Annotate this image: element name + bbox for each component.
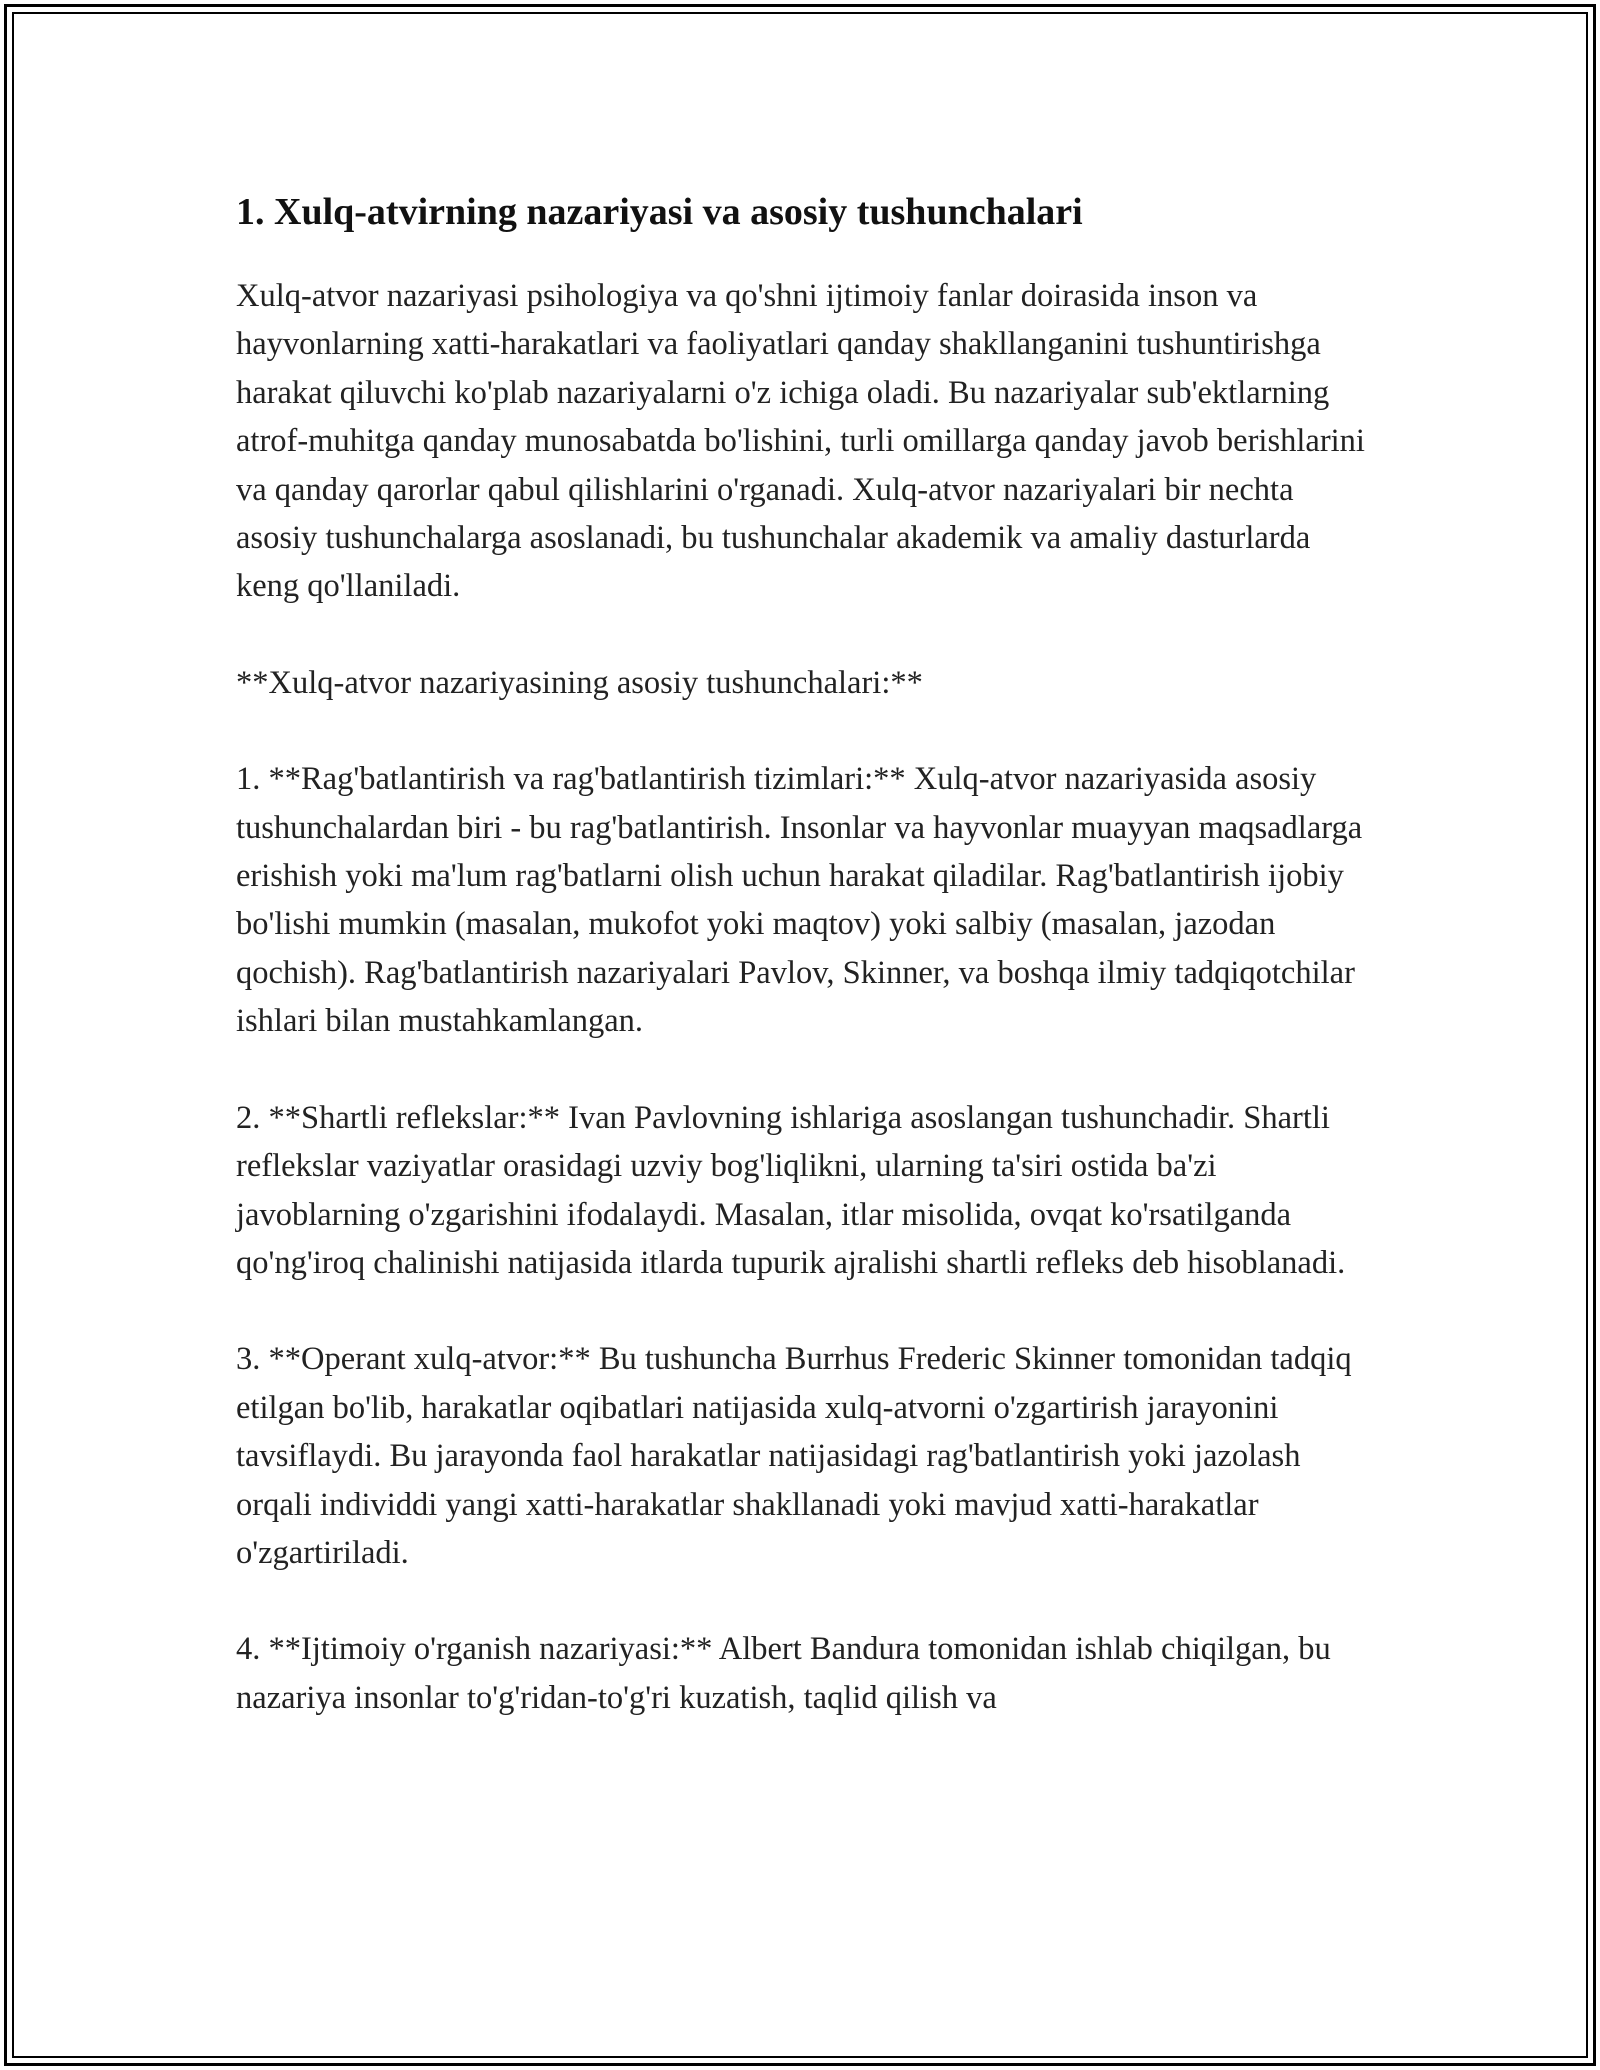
concept-conditioned-reflexes: 2. **Shartli reflekslar:** Ivan Pavlovning ishlariga asoslangan tushunchadir. Shartli reflekslar vaziyatlar orasidagi uzviy bog'liqlikni, ularning ta'siri ostida ba'zi javoblarning o'zgarishini ifodalaydi. Masalan, itlar misolida, ovqat ko'rsatilganda qo'ng'iroq chalinishi natijasida itlarda tupurik ajralishi shartli refleks deb hisoblanadi. bbox=[236, 1099, 1346, 1281]
concept-incentives: 1. **Rag'batlantirish va rag'batlantirish tizimlari:** Xulq-atvor nazariyasida asosiy tushunchalardan biri - bu rag'batlantirish. Insonlar va hayvonlar muayyan maqsadlarga erishish yoki ma'lum rag'batlarni olish uchun harakat qiladilar. Rag'batlantirish ijobiy bo'lishi mumkin (masalan, mukofot yoki maqtov) yoki salbiy (masalan, jazodan qochish). Rag'batlantirish nazariyalari Pavlov, Skinner, va boshqa ilmiy tadqiqotchilar ishlari bilan mustahkamlangan. bbox=[236, 761, 1363, 1040]
concept-social-learning: 4. **Ijtimoiy o'rganish nazariyasi:** Albert Bandura tomonidan ishlab chiqilgan, bu nazariya insonlar to'g'ridan-to'g'ri kuzatish, taqlid qilish va bbox=[236, 1631, 1331, 1716]
concepts-heading: **Xulq-atvor nazariyasining asosiy tushunchalari:** bbox=[236, 664, 923, 701]
concept-operant-behavior: 3. **Operant xulq-atvor:** Bu tushuncha Burrhus Frederic Skinner tomonidan tadqiq etilgan bo'lib, harakatlar oqibatlari natijasida xulq-atvorni o'zgartirish jarayonini tavsiflaydi. Bu jarayonda faol harakatlar natijasidagi rag'batlantirish yoki jazolash orqali individdi yangi xatti-harakatlar shakllanadi yoki mavjud xatti-harakatlar o'zgartiriladi. bbox=[236, 1341, 1352, 1571]
section-title: 1. Xulq-atvirning nazariyasi va asosiy tushunchalari bbox=[236, 191, 1083, 233]
intro-paragraph: Xulq-atvor nazariyasi psihologiya va qo'shni ijtimoiy fanlar doirasida inson va hayvonlarning xatti-harakatlari va faoliyatlari qanday shakllanganini tushuntirishga harakat qiluvchi ko'plab nazariyalarni o'z ichiga oladi. Bu nazariyalar sub'ektlarning atrof-muhitga qanday munosabatda bo'lishini, turli omillarga qanday javob berishlarini va qanday qarorlar qabul qilishlarini o'rganadi. Xulq-atvor nazariyalari bir nechta asosiy tushunchalarga asoslanadi, bu tushunchalar akademik va amaliy dasturlarda keng qo'llaniladi. bbox=[236, 278, 1365, 605]
document-body bbox=[236, 186, 1376, 1722]
